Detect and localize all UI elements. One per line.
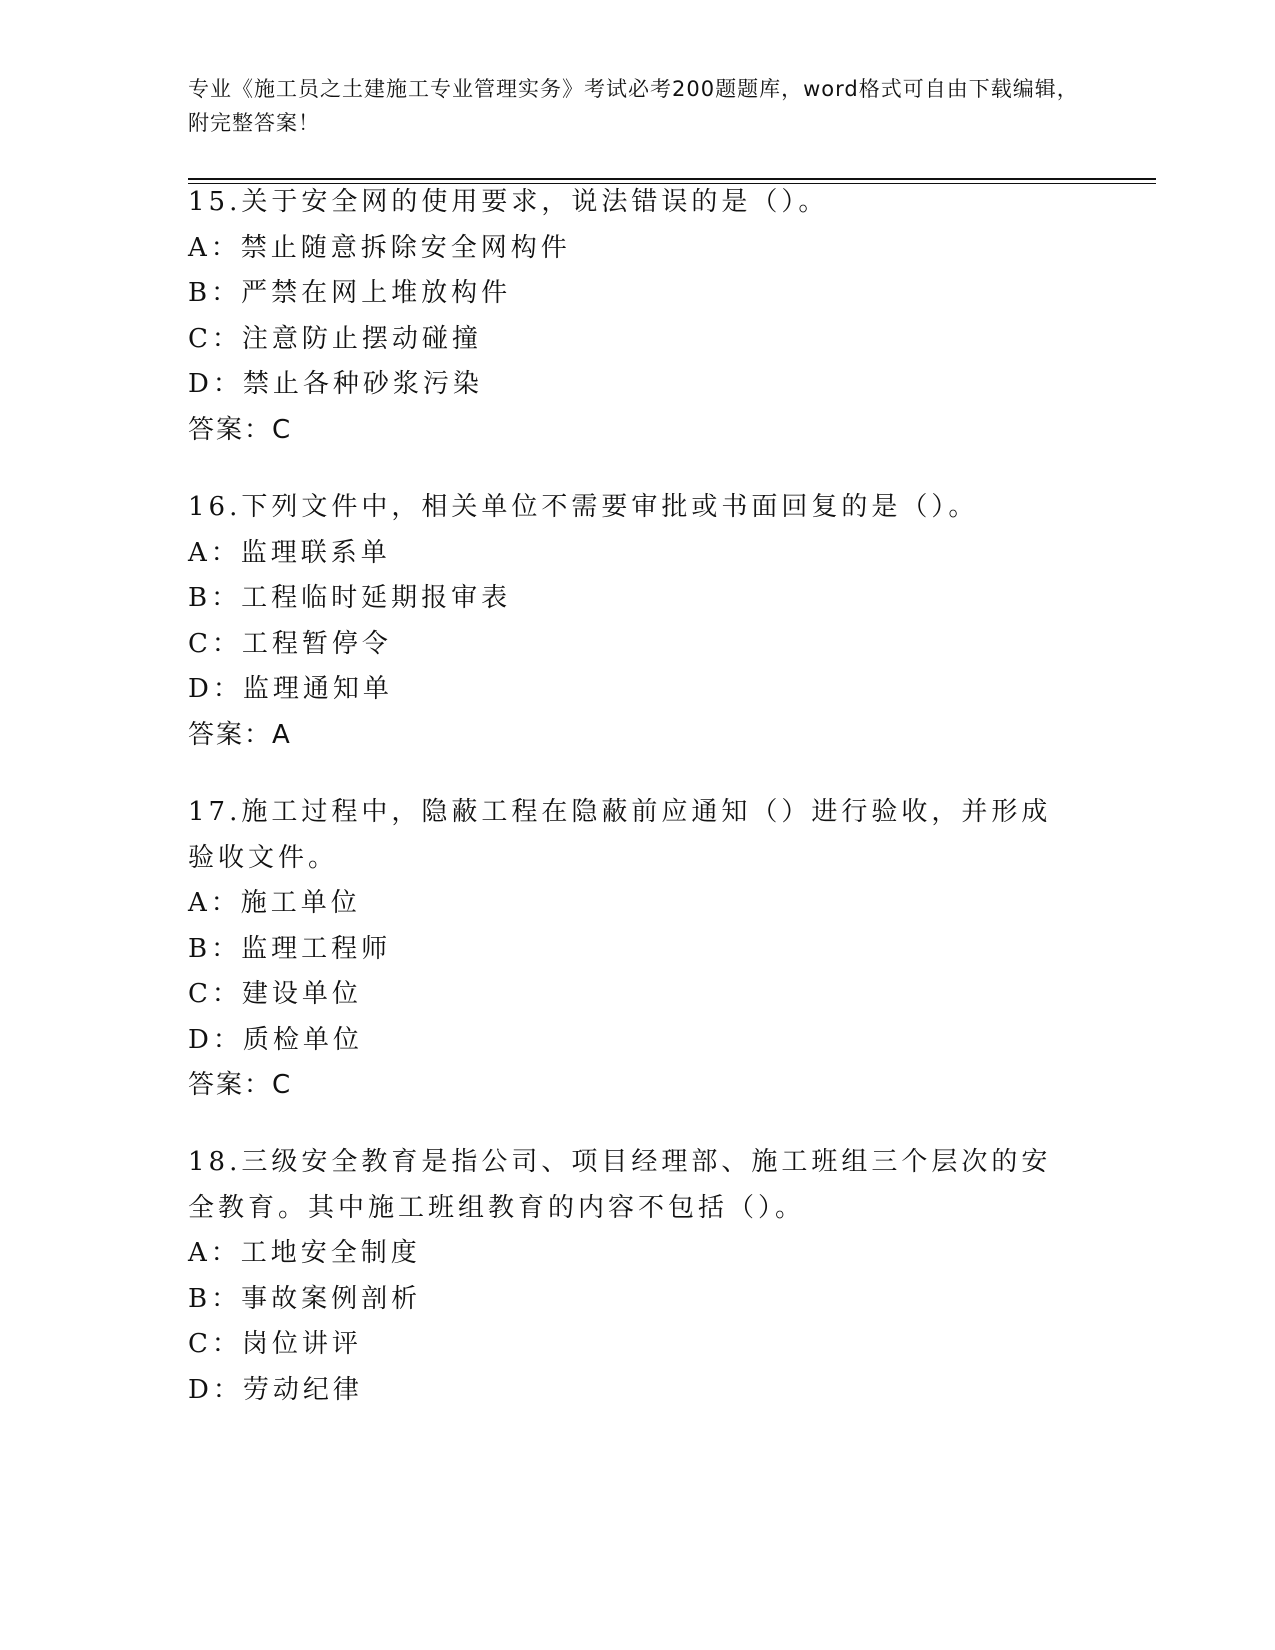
option-c: C：工程暂停令 <box>188 628 392 659</box>
answer-label: 答案：C <box>188 1070 293 1100</box>
option-d: D：禁止各种砂浆污染 <box>188 369 483 399</box>
question-stem: 18.三级安全教育是指公司、项目经理部、施工班组三个层次的安全教育。其中施工班组教育的内容不包括（）。 <box>188 1147 1052 1223</box>
question-stem: 15.关于安全网的使用要求，说法错误的是（）。 <box>188 187 829 217</box>
option-b: B：工程临时延期报审表 <box>188 583 512 613</box>
question-16 <box>188 485 1088 758</box>
answer-label: 答案：A <box>188 719 292 750</box>
option-b: B：监理工程师 <box>188 933 392 964</box>
option-a: A：监理联系单 <box>188 537 391 568</box>
option-d: D：劳动纪律 <box>188 1374 363 1405</box>
option-c: C：注意防止摆动碰撞 <box>188 323 482 354</box>
option-c: C：建设单位 <box>188 979 362 1009</box>
option-b: B：严禁在网上堆放构件 <box>188 278 512 308</box>
question-stem: 16.下列文件中，相关单位不需要审批或书面回复的是（）。 <box>188 492 979 522</box>
option-c: C：岗位讲评 <box>188 1329 362 1359</box>
question-18 <box>188 1140 1088 1413</box>
option-d: D：质检单位 <box>188 1024 363 1055</box>
question-17 <box>188 790 1088 1109</box>
option-d: D：监理通知单 <box>188 674 393 704</box>
option-a: A：禁止随意拆除安全网构件 <box>188 232 571 263</box>
question-stem: 17.施工过程中，隐蔽工程在隐蔽前应通知（）进行验收，并形成验收文件。 <box>188 797 1052 873</box>
answer-label: 答案：C <box>188 414 293 445</box>
option-a: A：工地安全制度 <box>188 1238 421 1268</box>
option-b: B：事故案例剖析 <box>188 1283 422 1314</box>
option-a: A：施工单位 <box>188 888 361 918</box>
document-header: 专业《施工员之土建施工专业管理实务》考试必考200题题库，word格式可自由下载编辑，附完整答案！ <box>188 77 1079 135</box>
question-15 <box>188 180 1088 453</box>
